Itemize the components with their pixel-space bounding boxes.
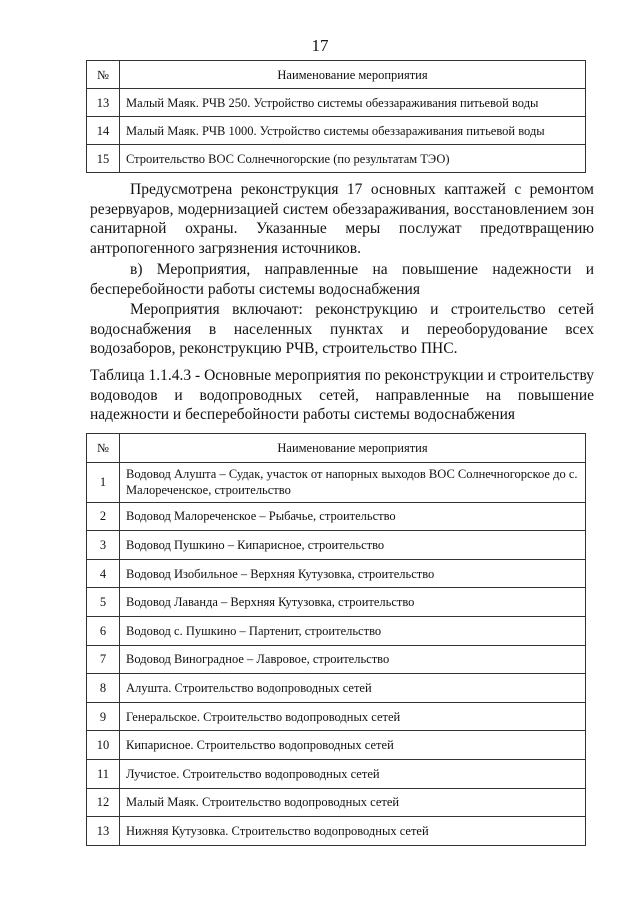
row-number: 12 bbox=[87, 788, 120, 817]
row-name: Водовод с. Пушкино – Партенит, строительство bbox=[120, 616, 586, 645]
row-name: Лучистое. Строительство водопроводных сетей bbox=[120, 759, 586, 788]
row-number: 3 bbox=[87, 531, 120, 560]
table-row bbox=[87, 502, 586, 531]
table-header-row bbox=[87, 61, 586, 89]
row-name: Водовод Лаванда – Верхняя Кутузовка, строительство bbox=[120, 588, 586, 617]
table-row bbox=[87, 89, 586, 117]
row-name: Водовод Виноградное – Лавровое, строительство bbox=[120, 645, 586, 674]
page-number: 17 bbox=[311, 36, 329, 55]
header-number: № bbox=[87, 434, 120, 463]
paragraph-section-v: в) Мероприятия, направленные на повышение надежности и бесперебойности работы системы водоснабжения bbox=[90, 261, 594, 298]
row-number: 15 bbox=[87, 145, 120, 173]
paragraph-reconstruction: Предусмотрена реконструкция 17 основных каптажей с ремонтом резервуаров, модернизацией систем обеззараживания, восстановлением зон санитарной охраны. Указанные меры послужат предотвращению антропогенного загрязнения источников. bbox=[90, 181, 594, 257]
row-name: Водовод Алушта – Судак, участок от напорных выходов ВОС Солнечногорское до с. Малореченское, строительство bbox=[120, 462, 586, 502]
row-name: Малый Маяк. РЧВ 250. Устройство системы обеззараживания питьевой воды bbox=[120, 89, 586, 117]
row-name: Малый Маяк. РЧВ 1000. Устройство системы обеззараживания питьевой воды bbox=[120, 117, 586, 145]
table-header-row bbox=[87, 434, 586, 463]
row-number: 10 bbox=[87, 731, 120, 760]
row-number: 7 bbox=[87, 645, 120, 674]
row-name: Водовод Пушкино – Кипарисное, строительство bbox=[120, 531, 586, 560]
table-row bbox=[87, 817, 586, 846]
row-name: Водовод Малореченское – Рыбачье, строительство bbox=[120, 502, 586, 531]
row-number: 13 bbox=[87, 817, 120, 846]
row-number: 11 bbox=[87, 759, 120, 788]
table-row bbox=[87, 588, 586, 617]
row-number: 6 bbox=[87, 616, 120, 645]
row-number: 4 bbox=[87, 559, 120, 588]
table-row bbox=[87, 145, 586, 173]
row-name: Генеральское. Строительство водопроводных сетей bbox=[120, 702, 586, 731]
header-number: № bbox=[87, 61, 120, 89]
table-caption: Таблица 1.1.4.3 - Основные мероприятия по реконструкции и строительству водоводов и водопроводных сетей, направленные на повышение надежности и бесперебойности работы системы водоснабжения bbox=[90, 367, 594, 423]
row-number: 2 bbox=[87, 502, 120, 531]
row-name: Алушта. Строительство водопроводных сетей bbox=[120, 674, 586, 703]
row-name: Кипарисное. Строительство водопроводных сетей bbox=[120, 731, 586, 760]
table-row bbox=[87, 117, 586, 145]
table-row bbox=[87, 702, 586, 731]
row-name: Водовод Изобильное – Верхняя Кутузовка, строительство bbox=[120, 559, 586, 588]
header-name: Наименование мероприятия bbox=[120, 434, 586, 463]
row-number: 13 bbox=[87, 89, 120, 117]
row-name: Малый Маяк. Строительство водопроводных сетей bbox=[120, 788, 586, 817]
table-row bbox=[87, 462, 586, 502]
header-name: Наименование мероприятия bbox=[120, 61, 586, 89]
table-row bbox=[87, 616, 586, 645]
paragraph-measures: Мероприятия включают: реконструкцию и строительство сетей водоснабжения в населенных пунктах и переоборудование всех водозаборов, реконструкцию РЧВ, строительство ПНС. bbox=[90, 301, 594, 357]
row-number: 8 bbox=[87, 674, 120, 703]
row-number: 5 bbox=[87, 588, 120, 617]
table-row bbox=[87, 788, 586, 817]
row-number: 9 bbox=[87, 702, 120, 731]
table-row bbox=[87, 531, 586, 560]
row-name: Строительство ВОС Солнечногорские (по результатам ТЭО) bbox=[120, 145, 586, 173]
table-row bbox=[87, 731, 586, 760]
table-row bbox=[87, 674, 586, 703]
measures-table-1-1-4-3 bbox=[86, 433, 586, 846]
row-number: 1 bbox=[87, 462, 120, 502]
table-row bbox=[87, 559, 586, 588]
measures-table-continued bbox=[86, 60, 586, 173]
row-name: Нижняя Кутузовка. Строительство водопроводных сетей bbox=[120, 817, 586, 846]
row-number: 14 bbox=[87, 117, 120, 145]
table-row bbox=[87, 645, 586, 674]
table-row bbox=[87, 759, 586, 788]
